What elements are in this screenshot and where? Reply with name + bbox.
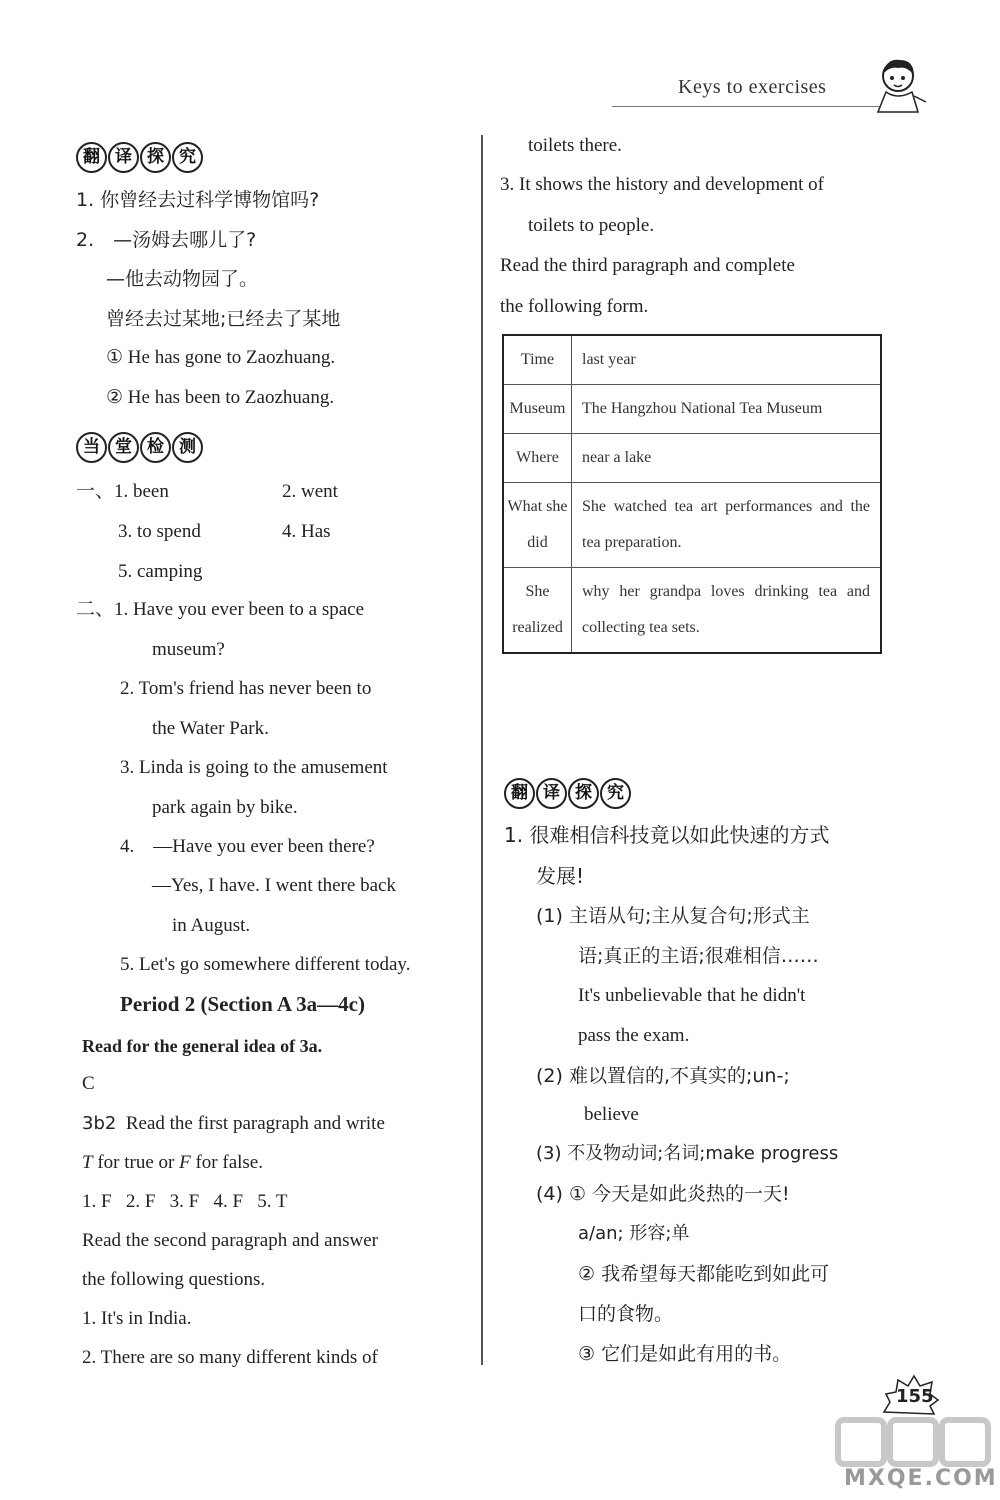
third-paragraph-instruction-a: Read the third paragraph and complete xyxy=(500,255,795,276)
table-value-cell: She watched tea art performances and the tea preparation. xyxy=(572,483,882,568)
part2-answer-2a: 2. Tom's friend has never been to xyxy=(120,678,372,699)
header-rule xyxy=(612,106,880,107)
part1-answer-2: 2. went xyxy=(282,481,338,502)
translate-example-2: ② He has been to Zaozhuang. xyxy=(106,387,335,408)
part2-answer-4c: in August. xyxy=(172,915,251,936)
question-answer-2-cont: toilets there. xyxy=(528,135,622,156)
note-1a: (1) 主语从句;主从复合句;形式主 xyxy=(536,905,810,927)
translate-q1: 1. 你曾经去过科学博物馆吗? xyxy=(76,189,320,211)
table-key-cell: Time xyxy=(503,335,572,385)
table-key-cell: She realized xyxy=(503,568,572,654)
part2-answer-4a: 4. —Have you ever been there? xyxy=(120,836,375,857)
part2-answer-1b: museum? xyxy=(152,639,225,660)
note-4b: a/an; 形容;单 xyxy=(578,1223,690,1244)
badge-char: 堂 xyxy=(108,432,139,463)
3b2-label: 3b2 xyxy=(82,1113,117,1134)
page-header-title: Keys to exercises xyxy=(678,76,827,98)
note-2a: (2) 难以置信的,不真实的;un-; xyxy=(536,1065,790,1087)
note-1b: 语;真正的主语;很难相信…… xyxy=(578,945,819,967)
table-value-cell: The Hangzhou National Tea Museum xyxy=(572,385,882,434)
note-4a: (4) ① 今天是如此炎热的一天! xyxy=(536,1183,790,1205)
badge-char: 译 xyxy=(536,778,567,809)
second-paragraph-instruction-a: Read the second paragraph and answer xyxy=(82,1230,378,1251)
false-text: for false. xyxy=(195,1152,263,1173)
general-idea-instruction: Read for the general idea of 3a. xyxy=(82,1036,323,1056)
translate-explore-badge-2 xyxy=(504,778,631,809)
note-3: (3) 不及物动词;名词;make progress xyxy=(536,1143,839,1164)
true-or-text: for true or xyxy=(97,1152,175,1173)
badge-char: 究 xyxy=(600,778,631,809)
period-heading: Period 2 (Section A 3a—4c) xyxy=(120,992,365,1016)
note-4d: 口的食物。 xyxy=(578,1303,674,1325)
part1-answer-3: 3. to spend xyxy=(118,521,201,542)
part1-answer-4: 4. Has xyxy=(282,521,331,542)
3b2-instruction-cont xyxy=(82,1151,263,1175)
part2-answer-1a: 二、1. Have you ever been to a space xyxy=(76,599,365,620)
table-value-cell: near a lake xyxy=(572,434,882,483)
note-4e: ③ 它们是如此有用的书。 xyxy=(578,1343,792,1365)
translate-explore-badge xyxy=(76,142,203,173)
note-4c: ② 我希望每天都能吃到如此可 xyxy=(578,1263,830,1285)
badge-char: 测 xyxy=(172,432,203,463)
part1-answer-1: 一、1. been xyxy=(76,481,169,502)
question-answer-2: 2. There are so many different kinds of xyxy=(82,1347,378,1368)
table-value-cell: why her grandpa loves drinking tea and collecting tea sets. xyxy=(572,568,882,654)
badge-char: 检 xyxy=(140,432,171,463)
in-class-check-badge xyxy=(76,432,203,463)
page-number: 155 xyxy=(896,1386,934,1407)
table-key-cell: Where xyxy=(503,434,572,483)
column-divider xyxy=(481,135,483,1365)
badge-char: 翻 xyxy=(504,778,535,809)
third-paragraph-form xyxy=(502,334,882,654)
3b2-instruction xyxy=(82,1112,385,1136)
badge-char: 探 xyxy=(140,142,171,173)
table-row xyxy=(503,568,881,654)
true-marker: T xyxy=(82,1152,93,1173)
badge-char: 究 xyxy=(172,142,203,173)
translate-q2-question: 2. —汤姆去哪儿了? xyxy=(76,229,257,251)
part1-answer-5: 5. camping xyxy=(118,561,203,582)
badge-char: 当 xyxy=(76,432,107,463)
true-false-answers: 1. F 2. F 3. F 4. F 5. T xyxy=(82,1191,288,1212)
part2-answer-2b: the Water Park. xyxy=(152,718,269,739)
table-row xyxy=(503,434,881,483)
note-1-example-b: pass the exam. xyxy=(578,1025,690,1046)
table-key-cell: What she did xyxy=(503,483,572,568)
watermark-text: MXQE.COM xyxy=(844,1466,998,1491)
part2-answer-3b: park again by bike. xyxy=(152,797,298,818)
translate-example-1: ① He has gone to Zaozhuang. xyxy=(106,347,336,368)
translate-q2-answer: —他去动物园了。 xyxy=(106,268,259,290)
false-marker: F xyxy=(179,1152,191,1173)
mascot-girl-icon xyxy=(868,52,930,116)
part2-answer-5: 5. Let's go somewhere different today. xyxy=(120,954,411,975)
part2-answer-3a: 3. Linda is going to the amusement xyxy=(120,757,388,778)
second-paragraph-instruction-b: the following questions. xyxy=(82,1269,266,1290)
table-row xyxy=(503,335,881,385)
third-paragraph-instruction-b: the following form. xyxy=(500,296,649,317)
question-answer-3b: toilets to people. xyxy=(528,215,655,236)
badge-char: 译 xyxy=(108,142,139,173)
translate2-q1: 1. 很难相信科技竟以如此快速的方式 xyxy=(504,823,830,847)
translate2-q1-cont: 发展! xyxy=(536,864,585,888)
note-1-example-a: It's unbelievable that he didn't xyxy=(578,985,806,1006)
badge-char: 探 xyxy=(568,778,599,809)
table-value-cell: last year xyxy=(572,335,882,385)
table-row xyxy=(503,385,881,434)
question-answer-3a: 3. It shows the history and development of xyxy=(500,174,825,195)
table-key-cell: Museum xyxy=(503,385,572,434)
table-row xyxy=(503,483,881,568)
3b2-text: Read the first paragraph and write xyxy=(125,1113,385,1134)
translate-q2-note: 曾经去过某地;已经去了某地 xyxy=(106,308,341,330)
part2-answer-4b: —Yes, I have. I went there back xyxy=(152,875,396,896)
general-idea-answer: C xyxy=(82,1073,95,1094)
question-answer-1: 1. It's in India. xyxy=(82,1308,192,1329)
note-2b: believe xyxy=(584,1104,639,1125)
badge-char: 翻 xyxy=(76,142,107,173)
